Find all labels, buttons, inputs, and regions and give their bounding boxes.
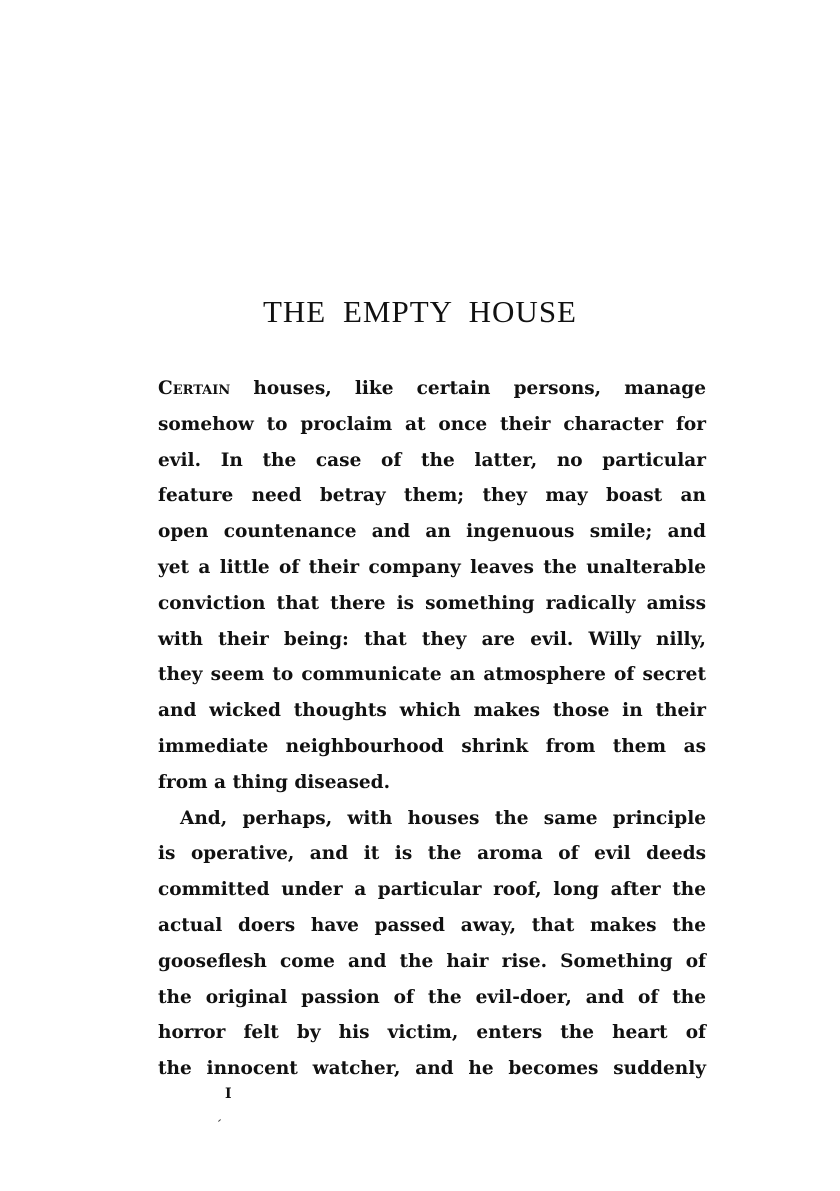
text-line: committed under a particular roof, long after the [158, 879, 706, 901]
small-caps-lead-word: Certain [158, 378, 231, 399]
text-line: gooseflesh come and the hair rise. Something of [158, 950, 706, 972]
text-line: and wicked thoughts which makes those in their [158, 700, 706, 722]
text-line: conviction that there is something radically amiss [158, 592, 706, 614]
text-line: yet a little of their company leaves the unalterable [158, 556, 706, 578]
text-line: somehow to proclaim at once their character for [158, 413, 706, 435]
page-number: I [225, 1086, 232, 1102]
page-title: THE EMPTY HOUSE [262, 294, 577, 329]
text-line: Certain houses, like certain persons, manage [158, 378, 706, 399]
text-line: actual doers have passed away, that makes the [158, 914, 706, 936]
text-line: the original passion of the evil-doer, and of the [158, 986, 706, 1008]
text-line: horror felt by his victim, enters the heart of [158, 1022, 706, 1044]
text-line: is operative, and it is the aroma of evil deeds [158, 843, 706, 865]
text-line: immediate neighbourhood shrink from them as [158, 735, 706, 757]
text-line: feature need betray them; they may boast an [158, 485, 706, 507]
text-line: evil. In the case of the latter, no particular [158, 449, 706, 471]
text-line: with their being: that they are evil. Willy nilly, [158, 628, 706, 650]
text-line: And, perhaps, with houses the same principle [180, 807, 706, 829]
text-line: they seem to communicate an atmosphere of secret [158, 664, 706, 686]
body-text [158, 371, 706, 1087]
text-line: the innocent watcher, and he becomes suddenly [158, 1058, 706, 1080]
text-line: from a thing diseased. [158, 771, 391, 793]
print-speck [218, 1119, 221, 1122]
text-line: open countenance and an ingenuous smile; and [158, 521, 706, 543]
